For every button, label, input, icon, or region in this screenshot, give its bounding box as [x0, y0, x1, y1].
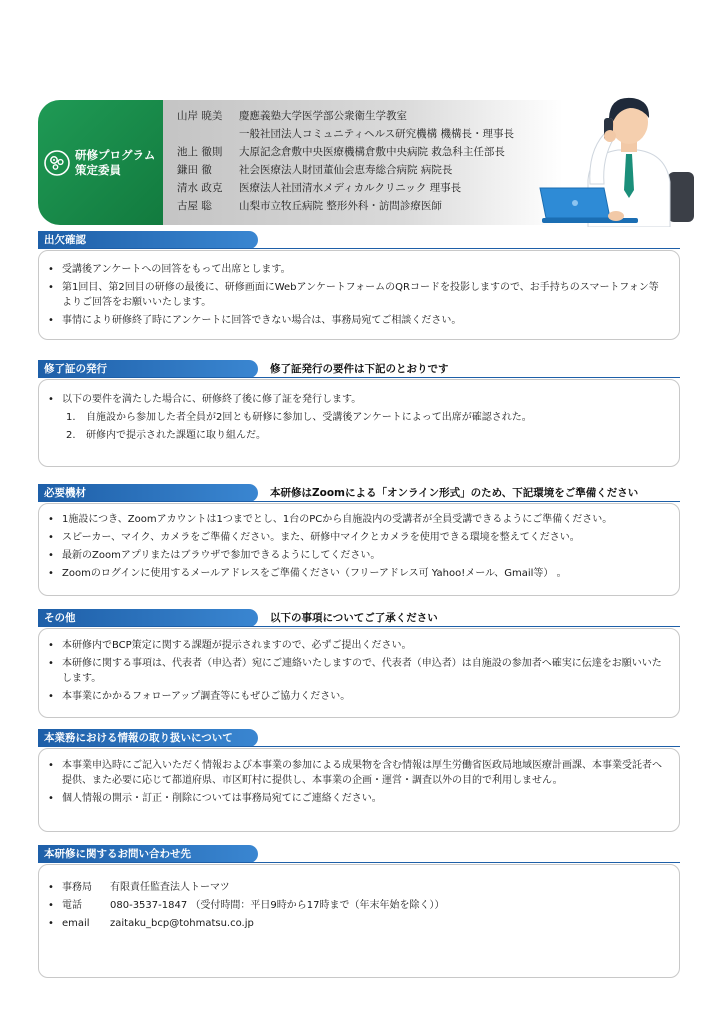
section-subtitle-other: 以下の事項についてご了承ください: [270, 612, 438, 624]
gear-cluster-icon: [44, 150, 70, 176]
member-affiliation: 一般社団法人コミュニティヘルス研究機構 機構長・理事長: [239, 128, 514, 140]
section-header-certificate: 修了証の発行: [38, 360, 258, 378]
section-divider: [38, 377, 680, 378]
committee-member-list: [163, 100, 563, 225]
member-affiliation: 大原記念倉敷中央医療機構倉敷中央病院 救急科主任部長: [239, 146, 505, 158]
committee-title-line1: 研修プログラム: [75, 147, 156, 162]
privacy-list: [46, 758, 666, 809]
section-divider: [38, 501, 680, 502]
contact-row-office: [46, 880, 666, 895]
member-affiliation: 医療法人社団清水メディカルクリニック 理事長: [239, 182, 462, 194]
member-name: 鎌田 徹: [177, 164, 212, 176]
contact-value: 080-3537-1847 （受付時間：平日9時から17時まで（年末年始を除く））: [110, 900, 445, 911]
contact-key: • email: [62, 918, 90, 929]
member-affiliation: 山梨市立牧丘病院 整形外科・訪問診療医師: [239, 200, 442, 212]
section-divider: [38, 248, 680, 249]
contact-row-phone: [46, 898, 666, 913]
section-header-contact: 本研修に関するお問い合わせ先: [38, 845, 258, 863]
member-affiliation: 社会医療法人財団董仙会恵寿総合病院 病院長: [239, 164, 453, 176]
committee-panel: [38, 100, 690, 225]
member-name: 山岸 暁美: [177, 110, 223, 122]
committee-title-line2: 策定委員: [75, 162, 121, 177]
numbered-item: [46, 428, 666, 443]
certificate-list: [46, 392, 666, 446]
list-item: • 最新のZoomアプリまたはブラウザで参加できるようにしてください。: [46, 548, 666, 563]
member-name: [177, 126, 239, 141]
section-header-other: その他: [38, 609, 258, 627]
committee-badge: [38, 100, 166, 225]
item-number: 1.: [66, 412, 76, 423]
section-header-privacy: 本業務における情報の取り扱いについて: [38, 729, 258, 747]
member-row: [177, 108, 407, 123]
other-list: [46, 638, 666, 707]
member-affiliation: 慶應義塾大学医学部公衆衛生学教室: [239, 110, 407, 122]
contact-key: • 事務局: [62, 882, 92, 893]
businessman-illustration: [518, 92, 698, 227]
list-item: • 個人情報の開示・訂正・削除については事務局宛てにご連絡ください。: [46, 791, 666, 806]
contact-key: • 電話: [62, 900, 82, 911]
member-row: [177, 144, 505, 159]
member-row: [177, 198, 442, 213]
member-row: [177, 126, 514, 141]
list-item: • 本研修内でBCP策定に関する課題が提示されますので、必ずご提出ください。: [46, 638, 666, 653]
member-name: 古屋 聡: [177, 200, 212, 212]
section-divider: [38, 862, 680, 863]
list-item: • 以下の要件を満たした場合に、研修終了後に修了証を発行します。: [46, 392, 666, 407]
list-item: • 1施設につき、Zoomアカウントは1つまでとし、1台のPCから自施設内の受講者が全員受講できるようにご準備ください。: [46, 512, 666, 527]
list-item: • 本事業にかかるフォローアップ調査等にもぜひご協力ください。: [46, 689, 666, 704]
list-item: • 第1回目、第2回目の研修の最後に、研修画面にWebアンケートフォームのQRコードを投影しますので、お手持ちのスマートフォン等よりご回答をお願いいたします。: [46, 280, 666, 310]
item-number: 2.: [66, 430, 76, 441]
list-item: • 本事業申込時にご記入いただく情報および本事業の参加による成果物を含む情報は厚生労働省医政局地域医療計画課、本事業受託者へ提供、また必要に応じて都道府県、市区町村に提供し、本事業の企画・運営・調査以外の目的で利用しません。: [46, 758, 666, 788]
attendance-list: [46, 262, 666, 331]
member-row: [177, 162, 452, 177]
section-header-attendance: 出欠確認: [38, 231, 258, 249]
numbered-item: [46, 410, 666, 425]
section-subtitle-certificate: 修了証発行の要件は下記のとおりです: [270, 363, 449, 375]
committee-title: [75, 148, 155, 178]
equipment-list: [46, 512, 666, 584]
list-item: • 受講後アンケートへの回答をもって出席とします。: [46, 262, 666, 277]
member-name: 池上 徹則: [177, 146, 223, 158]
list-item: • 事情により研修終了時にアンケートに回答できない場合は、事務局宛てご相談ください。: [46, 313, 666, 328]
member-row: [177, 180, 461, 195]
contact-list: [46, 880, 666, 934]
item-text: 研修内で提示された課題に取り組んだ。: [86, 430, 266, 441]
list-item: • Zoomのログインに使用するメールアドレスをご準備ください（フリーアドレス可 Yahoo!メール、Gmail等） 。: [46, 566, 666, 581]
list-item: • スピーカー、マイク、カメラをご準備ください。また、研修中マイクとカメラを使用できる環境を整えてください。: [46, 530, 666, 545]
contact-value: 有限責任監査法人トーマツ: [110, 882, 230, 893]
section-divider: [38, 746, 680, 747]
section-header-equipment: 必要機材: [38, 484, 258, 502]
item-text: 自施設から参加した者全員が2回とも研修に参加し、受講後アンケートによって出席が確認された。: [86, 412, 532, 423]
contact-row-email: [46, 916, 666, 931]
member-name: 清水 政克: [177, 182, 223, 194]
list-item: • 本研修に関する事項は、代表者（申込者）宛にご連絡いたしますので、代表者（申込者）は自施設の参加者へ確実に伝達をお願いいたします。: [46, 656, 666, 686]
section-divider: [38, 626, 680, 627]
section-subtitle-equipment: 本研修はZoomによる「オンライン形式」のため、下記環境をご準備ください: [270, 487, 639, 499]
email-link[interactable]: zaitaku_bcp@tohmatsu.co.jp: [110, 918, 254, 929]
